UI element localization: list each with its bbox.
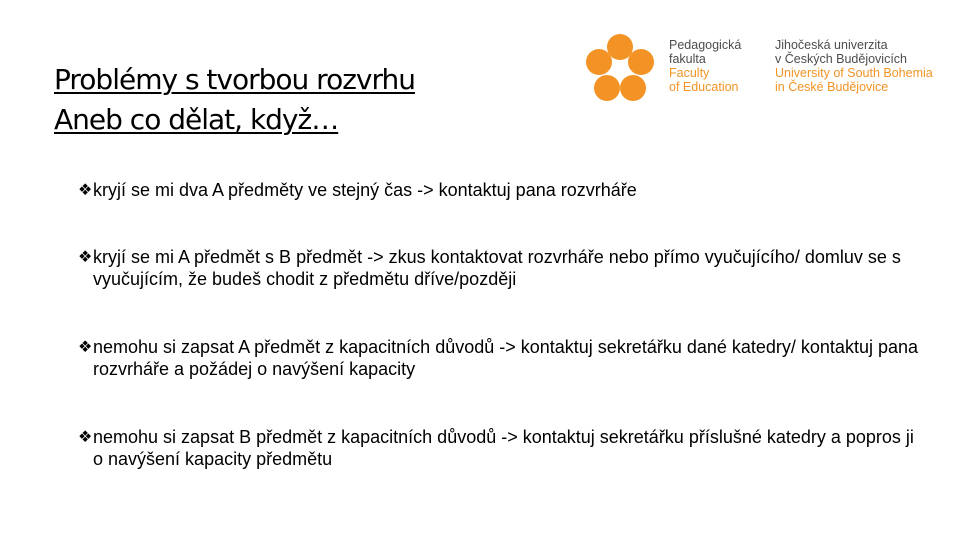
bullet-item bbox=[78, 179, 928, 201]
faculty-name-en-2: of Education bbox=[669, 80, 739, 94]
bullet-item bbox=[78, 246, 928, 290]
bullet-text: -> kontaktuj sekretářku příslušné katedry a popros ji o navýšení kapacity předmětu bbox=[93, 427, 914, 469]
university-name bbox=[775, 38, 933, 94]
title-line-2: Aneb co dělat, když… bbox=[54, 103, 339, 136]
bullet-text: -> kontaktuj sekretářku dané katedry/ kontaktuj pana rozvrháře a požádej o navýšení kapacity bbox=[93, 337, 918, 379]
university-name-en-1: University of South Bohemia bbox=[775, 66, 933, 80]
faculty-name-cz-2: fakulta bbox=[669, 52, 706, 66]
bullet-bold-text: kryjí se mi A předmět s B předmět bbox=[93, 247, 363, 267]
bullet-bold-text: kryjí se mi dva A předměty ve stejný čas bbox=[93, 180, 413, 200]
diamond-bullet-icon: ❖ bbox=[78, 337, 93, 356]
bullet-text: -> kontaktuj pana rozvrháře bbox=[412, 180, 637, 200]
diamond-bullet-icon: ❖ bbox=[78, 427, 93, 446]
faculty-name bbox=[669, 38, 741, 94]
university-name-cz-1: Jihočeská univerzita bbox=[775, 38, 888, 52]
slide-title bbox=[54, 60, 514, 140]
faculty-name-en-1: Faculty bbox=[669, 66, 710, 80]
bullet-bold-text: nemohu si zapsat A předmět z kapacitních důvodů bbox=[93, 337, 495, 357]
title-line-1: Problémy s tvorbou rozvrhu bbox=[54, 63, 415, 96]
university-name-en-2: in České Budějovice bbox=[775, 80, 889, 94]
bullet-text: -> zkus kontaktovat rozvrháře nebo přímo vyučujícího/ domluv se s vyučujícím, že budeš chodit z předmětu dříve/později bbox=[93, 247, 901, 289]
bullet-item bbox=[78, 426, 928, 470]
university-name-cz-2: v Českých Budějovicích bbox=[775, 52, 908, 66]
diamond-bullet-icon: ❖ bbox=[78, 180, 93, 199]
diamond-bullet-icon: ❖ bbox=[78, 247, 93, 266]
bullet-item bbox=[78, 336, 928, 380]
flower-icon bbox=[582, 32, 658, 104]
faculty-name-cz-1: Pedagogická bbox=[669, 38, 742, 52]
bullet-bold-text: nemohu si zapsat B předmět z kapacitních důvodů bbox=[93, 427, 497, 447]
